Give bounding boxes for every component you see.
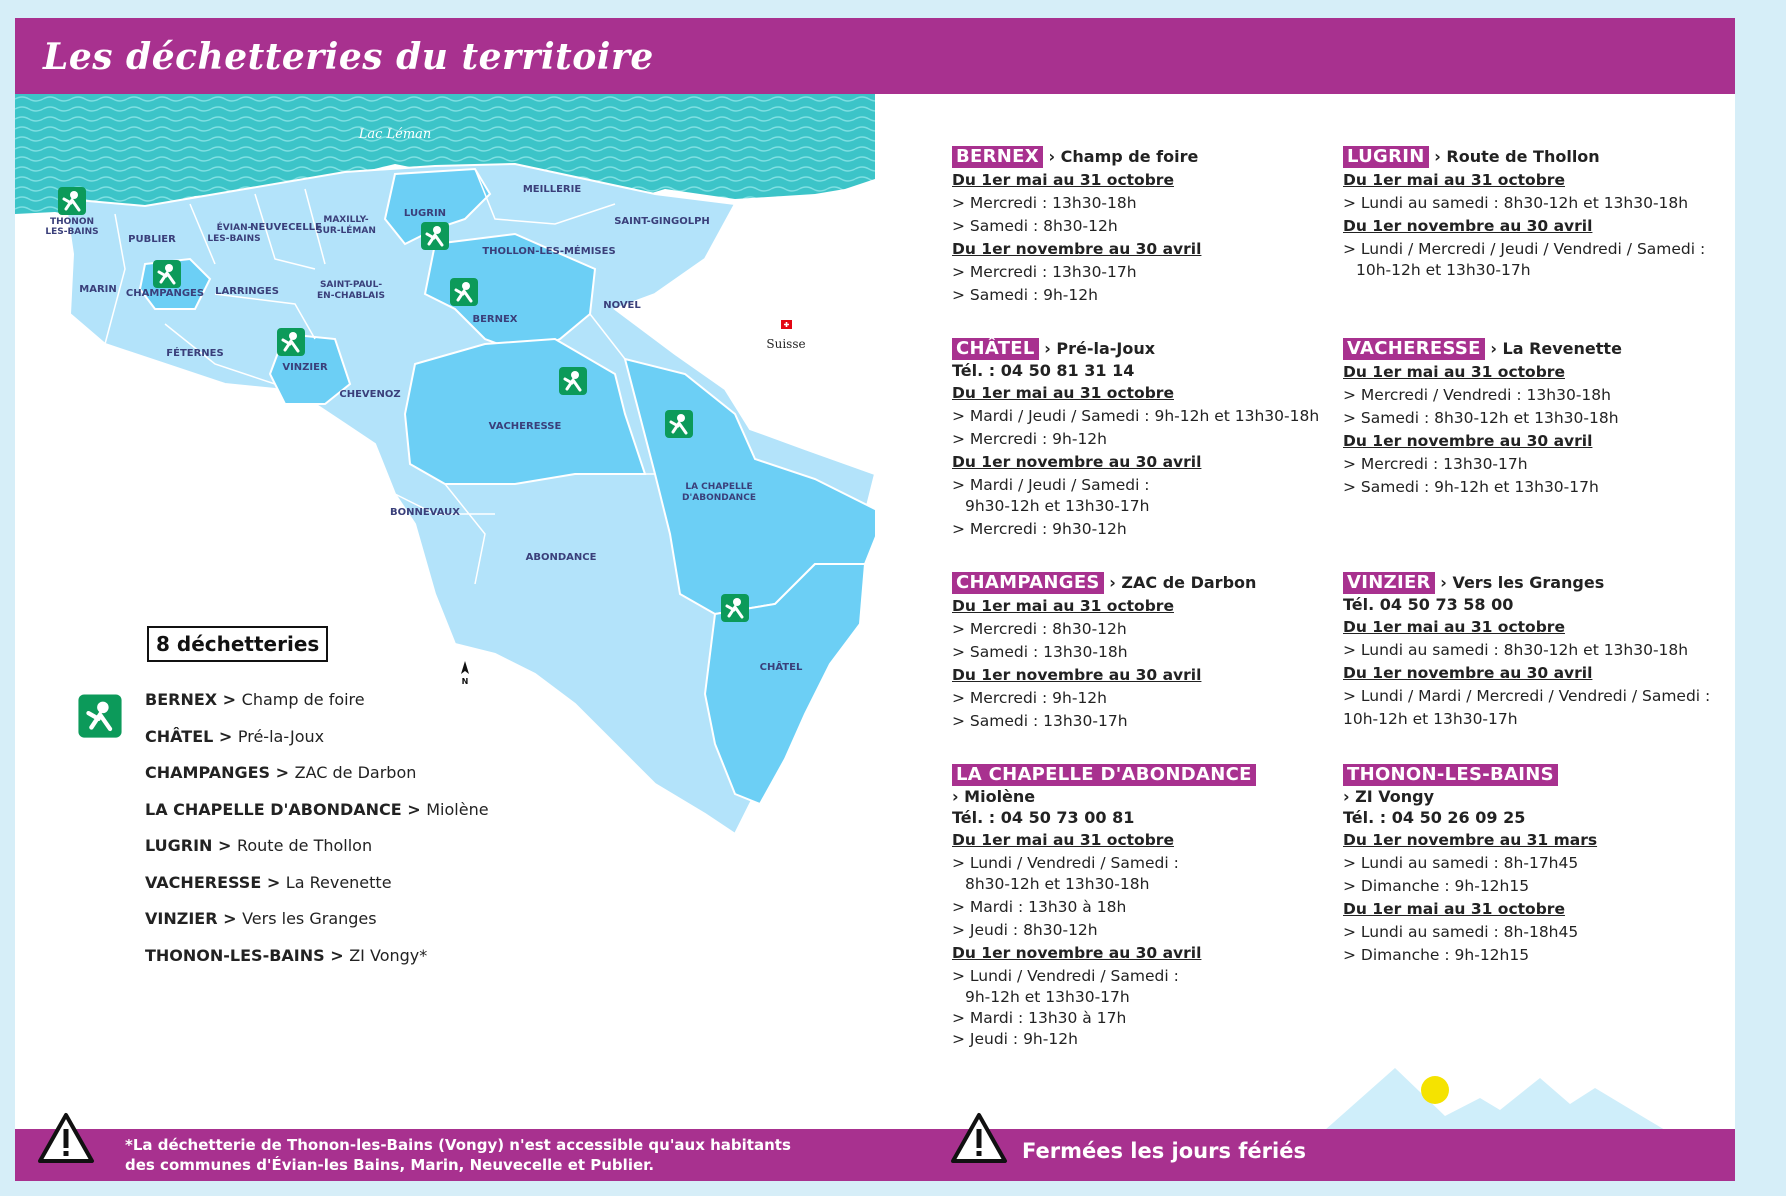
- label-maxilly-2: SUR-LÉMAN: [316, 226, 376, 236]
- north-arrow-icon: [461, 661, 469, 674]
- label-vacheresse: VACHERESSE: [488, 421, 562, 432]
- label-thonon-2: LES-BAINS: [45, 227, 99, 237]
- pin-la-chapelle-icon: [665, 410, 693, 438]
- legend-item: VACHERESSE > La Revenette: [145, 872, 392, 892]
- legend-list: [145, 690, 489, 982]
- schedule-la-chapelle: LA CHAPELLE D'ABONDANCE › Miolène Tél. : 04 50 73 00 81 Du 1er mai au 31 octobre > Lundi / Vendredi / Samedi : 8h30-12h et 13h30-18h > Mardi : 13h30 à 18h > Jeudi : 8h30-12h Du 1er novembre au 30 avril > Lundi / Vendredi / Samedi : 9h-12h et 13h30-17h > Mardi : 13h30 à 17h > Jeudi : 9h-12h: [952, 764, 1332, 1052]
- label-la-chapelle-2: D'ABONDANCE: [682, 493, 756, 503]
- schedule-chatel: CHÂTEL › Pré-la-Joux Tél. : 04 50 81 31 14 Du 1er mai au 31 octobre > Mardi / Jeudi / Samedi : 9h-12h et 13h30-18h > Mercredi : 9h-12h Du 1er novembre au 30 avril > Mardi / Jeudi / Samedi : 9h30-12h et 13h30-17h > Mercredi : 9h30-12h: [952, 338, 1320, 538]
- pin-chatel-icon: [721, 594, 749, 622]
- label-chatel: CHÂTEL: [759, 662, 803, 673]
- label-meillerie: MEILLERIE: [522, 184, 582, 195]
- label-saint-paul-2: EN-CHABLAIS: [317, 291, 385, 301]
- title-banner: [15, 18, 1735, 94]
- schedule-vacheresse: VACHERESSE › La Revenette Du 1er mai au 31 octobre > Mercredi / Vendredi : 13h30-18h > Samedi : 8h30-12h et 13h30-18h Du 1er novembre au 30 avril > Mercredi : 13h30-17h > Samedi : 9h-12h et 13h30-17h: [1343, 338, 1622, 496]
- label-champanges: CHAMPANGES: [125, 288, 205, 299]
- label-lugrin: LUGRIN: [403, 208, 447, 219]
- legend-item: VINZIER > Vers les Granges: [145, 909, 377, 928]
- label-larringes: LARRINGES: [215, 286, 279, 297]
- warning-icon: [37, 1112, 95, 1164]
- mountains-right: [1325, 1038, 1675, 1130]
- lake-label: Lac Léman: [358, 127, 432, 142]
- pin-vinzier-icon: [277, 328, 305, 356]
- pin-lugrin-icon: [421, 222, 449, 250]
- schedule-lugrin: LUGRIN › Route de Thollon Du 1er mai au 31 octobre > Lundi au samedi : 8h30-12h et 13h30-18h Du 1er novembre au 30 avril > Lundi / Mercredi / Jeudi / Vendredi / Samedi : 10h-12h et 13h30-17h: [1343, 146, 1706, 279]
- schedule-champanges: CHAMPANGES › ZAC de Darbon Du 1er mai au 31 octobre > Mercredi : 8h30-12h > Samedi : 13h30-18h Du 1er novembre au 30 avril > Mercredi : 9h-12h > Samedi : 13h30-17h: [952, 572, 1257, 730]
- label-saint-paul-1: SAINT-PAUL-: [319, 280, 383, 290]
- warning-icon-2: [950, 1112, 1008, 1164]
- schedule-bernex: BERNEX › Champ de foire Du 1er mai au 31 octobre > Mercredi : 13h30-18h > Samedi : 8h30-12h Du 1er novembre au 30 avril > Mercredi : 13h30-17h > Samedi : 9h-12h: [952, 146, 1202, 304]
- label-bernex: BERNEX: [472, 314, 518, 325]
- label-thollon: THOLLON-LES-MÉMISES: [482, 246, 616, 257]
- north-label: N: [461, 677, 469, 686]
- label-evian-1: ÉVIAN-: [216, 223, 252, 233]
- legend-pin-icon: [77, 693, 123, 739]
- legend-item: BERNEX > Champ de foire: [145, 690, 365, 709]
- label-suisse: Suisse: [766, 337, 806, 351]
- legend-item: LUGRIN > Route de Thollon: [145, 836, 373, 855]
- label-feternes: FÉTERNES: [166, 348, 224, 359]
- legend-item: CHAMPANGES > ZAC de Darbon: [145, 763, 417, 782]
- legend-item: CHÂTEL > Pré-la-Joux: [145, 726, 325, 746]
- label-bonnevaux: BONNEVAUX: [389, 507, 461, 518]
- legend-item: THONON-LES-BAINS > ZI Vongy*: [145, 945, 428, 965]
- legend-item: LA CHAPELLE D'ABONDANCE > Miolène: [145, 799, 489, 819]
- footer-note: *La déchetterie de Thonon-les-Bains (Vongy) n'est accessible qu'aux habitants des communes d'Évian-les Bains, Marin, Neuvecelle et Publier.: [125, 1136, 791, 1174]
- pin-thonon-icon: [58, 187, 86, 215]
- schedule-thonon: THONON-LES-BAINS › ZI Vongy Tél. : 04 50 26 09 25 Du 1er novembre au 31 mars > Lundi au samedi : 8h-17h45 > Dimanche : 9h-12h15 Du 1er mai au 31 octobre > Lundi au samedi : 8h-18h45 > Dimanche : 9h-12h15: [1343, 764, 1598, 964]
- label-marin: MARIN: [79, 284, 117, 295]
- label-neuvecelle: NEUVECELLE: [250, 222, 322, 233]
- schedule-vinzier: VINZIER › Vers les Granges Tél. 04 50 73 58 00 Du 1er mai au 31 octobre > Lundi au samedi : 8h30-12h et 13h30-18h Du 1er novembre au 30 avril > Lundi / Mardi / Mercredi / Vendredi / Samedi : 10h-12h et 13h30-17h: [1343, 572, 1711, 728]
- label-evian-2: LES-BAINS: [207, 234, 261, 244]
- label-la-chapelle-1: LA CHAPELLE: [685, 482, 753, 492]
- pin-vacheresse-icon: [559, 367, 587, 395]
- swiss-flag-icon: [781, 320, 792, 329]
- footer-bar: [15, 1129, 1735, 1181]
- sun-icon: [1421, 1076, 1449, 1104]
- label-publier: PUBLIER: [128, 234, 176, 245]
- legend-count: 8 déchetteries: [147, 626, 328, 662]
- page-title: Les déchetteries du territoire: [43, 36, 654, 78]
- label-novel: NOVEL: [603, 300, 641, 311]
- label-saint-gingolph: SAINT-GINGOLPH: [614, 216, 710, 227]
- label-chevenoz: CHEVENOZ: [339, 389, 401, 400]
- label-maxilly-1: MAXILLY-: [323, 215, 369, 225]
- page: [15, 18, 1735, 1181]
- pin-champanges-icon: [153, 260, 181, 288]
- label-thonon-1: THONON: [49, 217, 95, 227]
- pin-bernex-icon: [450, 278, 478, 306]
- label-abondance: ABONDANCE: [525, 552, 597, 563]
- label-vinzier: VINZIER: [282, 362, 328, 373]
- closed-notice: Fermées les jours fériés: [1022, 1139, 1306, 1163]
